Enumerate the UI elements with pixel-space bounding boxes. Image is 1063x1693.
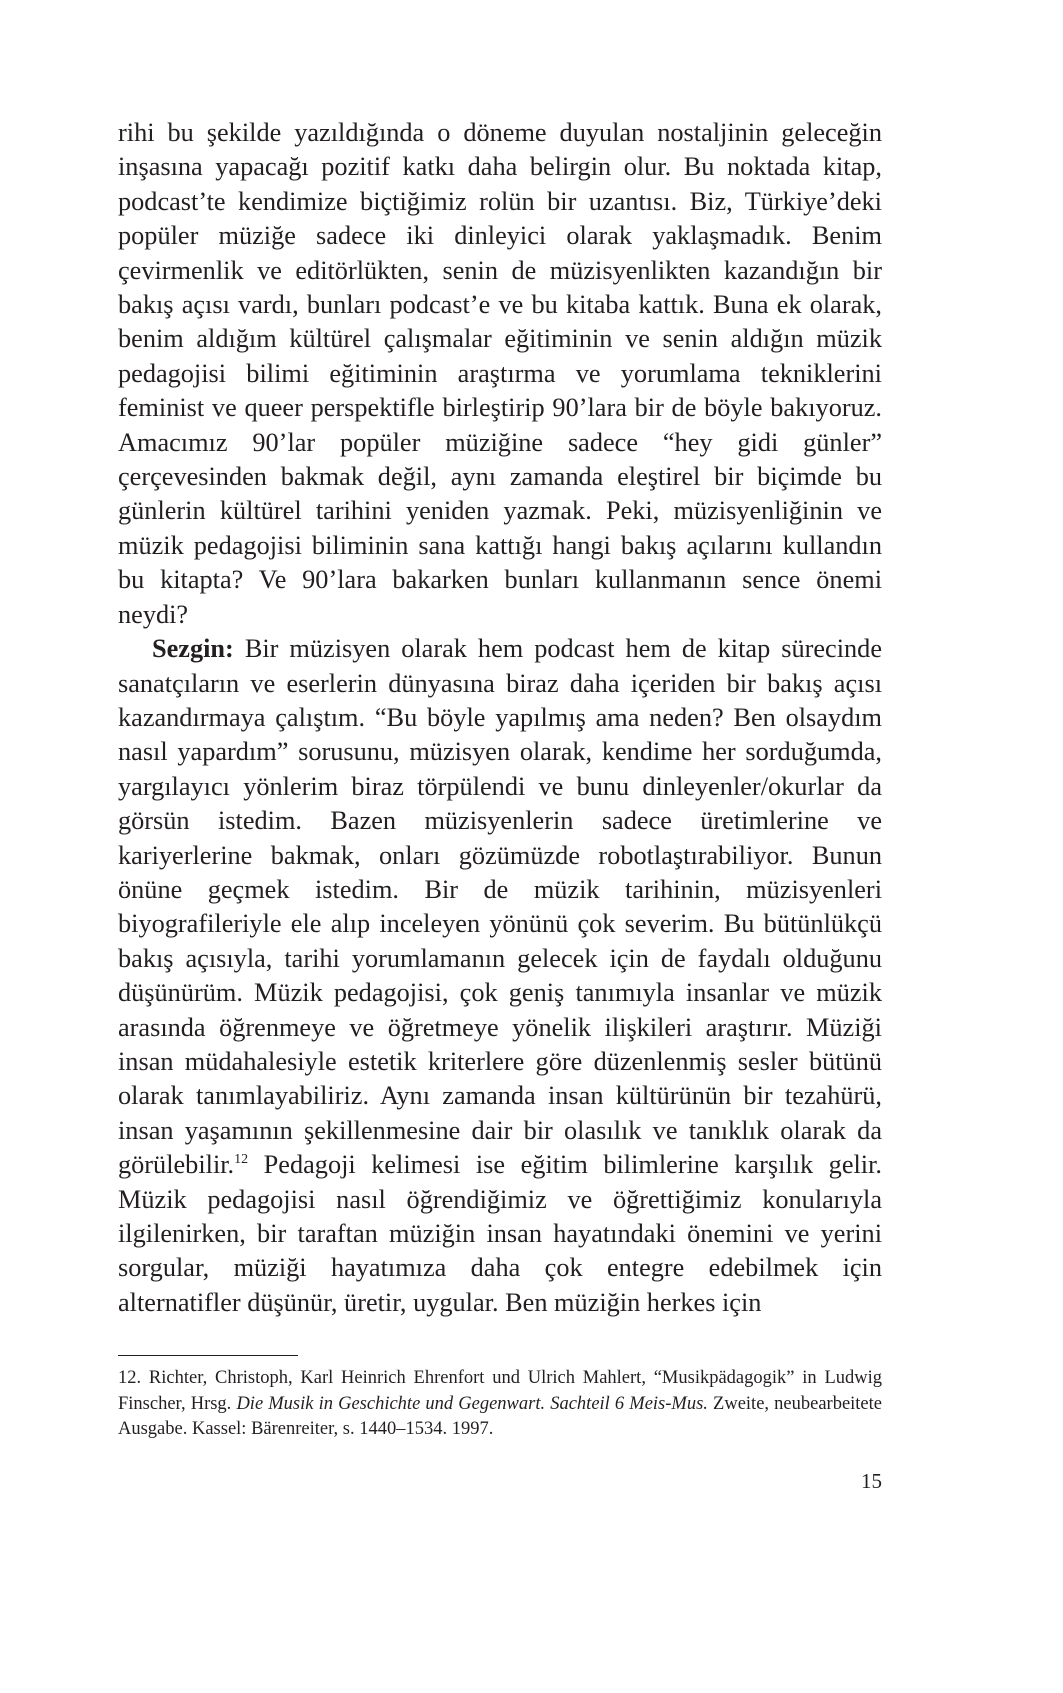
footnote-reference[interactable]: 12 [234,1152,249,1168]
footnote-title: Die Musik in Geschichte und Gegenwart. Sachteil 6 Meis-Mus. [236,1393,708,1414]
paragraph-text: Bir müzisyen olarak hem podcast hem de kitap sürecinde sanatçıların ve eserlerin dünyasına biraz daha içeriden bir bakış açısı kazandırmaya çalıştım. “Bu böyle yapılmış ama neden? Ben olsaydım nasıl yapardım” sorusunu, müzisyen olarak, kendime her sorduğumda, yargılayıcı yönlerim biraz törpülendi ve bunu dinleyenler/okurlar da görsün istedim. Bazen müzisyenlerin sadece üretimlerine ve kariyerlerine bakmak, onları gözümüzde robotlaştırabiliyor. Bunun önüne geçmek istedim. Bir de müzik tarihinin, müzisyenleri biyografileriyle ele alıp inceleyen yönünü çok severim. Bu bütünlükçü bakış açısıyla, tarihi yorumlamanın gelecek için de faydalı olduğunu düşünürüm. Müzik pedagojisi, çok geniş tanımıyla insanlar ve müzik arasında öğrenmeye ve öğretmeye yönelik ilişkileri araştırır. Müziği insan müdahalesiyle estetik kriterlere göre düzenlenmiş sesler bütünü olarak tanımlayabiliriz. Aynı zamanda insan kültürünün bir tezahürü, insan yaşamının şekillenmesine dair bir olasılık ve tanıklık olarak da görülebilir. [118,634,882,1180]
footnote-text: Zweite, neubearbeitete Ausgabe. Kassel: Bärenreiter, s. 1440–1534. 1997. [118,1393,882,1439]
footnote-text: Richter, Christoph, Karl Heinrich Ehrenfort und Ulrich Mahlert, “Musikpädagogik” in Ludwig Finscher, Hrsg. [118,1368,882,1414]
footnote-number: 12. [118,1368,142,1388]
paragraph-text: Pedagoji kelimesi ise eğitim bilimlerine karşılık gelir. Müzik pedagojisi nasıl öğrendiğimiz ve öğrettiğimiz konularıyla ilgilenirken, bir taraftan müziğin insan hayatındaki önemini ve yerini sorgular, müziği hayatımıza daha çok entegre edebilmek için alternatifler düşünür, üretir, uygular. Ben müziğin herkes için [118,1150,882,1317]
paragraph: rihi bu şekilde yazıldığında o döneme duyulan nostaljinin geleceğin inşasına yapacağı pozitif katkı daha belirgin olur. Bu noktada kitap, podcast’te kendimize biçtiğimiz rolün bir uzantısı. Biz, Türkiye’deki popüler müziğe sadece iki dinleyici olarak yaklaşmadık. Benim çevirmenlik ve editörlükten, senin de müzisyenlikten kazandığın bir bakış açısı vardı, bunları podcast’e ve bu kitaba kattık. Buna ek olarak, benim aldığım kültürel çalışmalar eğitiminin ve senin aldığın müzik pedagojisi bilimi eğitiminin araştırma ve yorumlama tekniklerini feminist ve queer perspektifle birleştirip 90’lara bir de böyle bakıyoruz. Amacımız 90’lar popüler müziğine sadece “hey gidi günler” çerçevesinden bakmak değil, aynı zamanda eleştirel bir biçimde bu günlerin kültürel tarihini yeniden yazmak. Peki, müzisyenliğinin ve müzik pedagojisi biliminin sana kattığı hangi bakış açılarını kullandın bu kitapta? Ve 90’lara bakarken bunları kullanmanın sence önemi neydi? [118,118,882,629]
footnotes [118,1366,882,1443]
footnote [118,1366,882,1443]
page-number: 15 [861,1469,882,1493]
speaker-name: Sezgin: [152,634,234,664]
paragraph [118,632,882,1320]
main-text [118,116,882,1320]
footnote-divider [118,1355,298,1356]
